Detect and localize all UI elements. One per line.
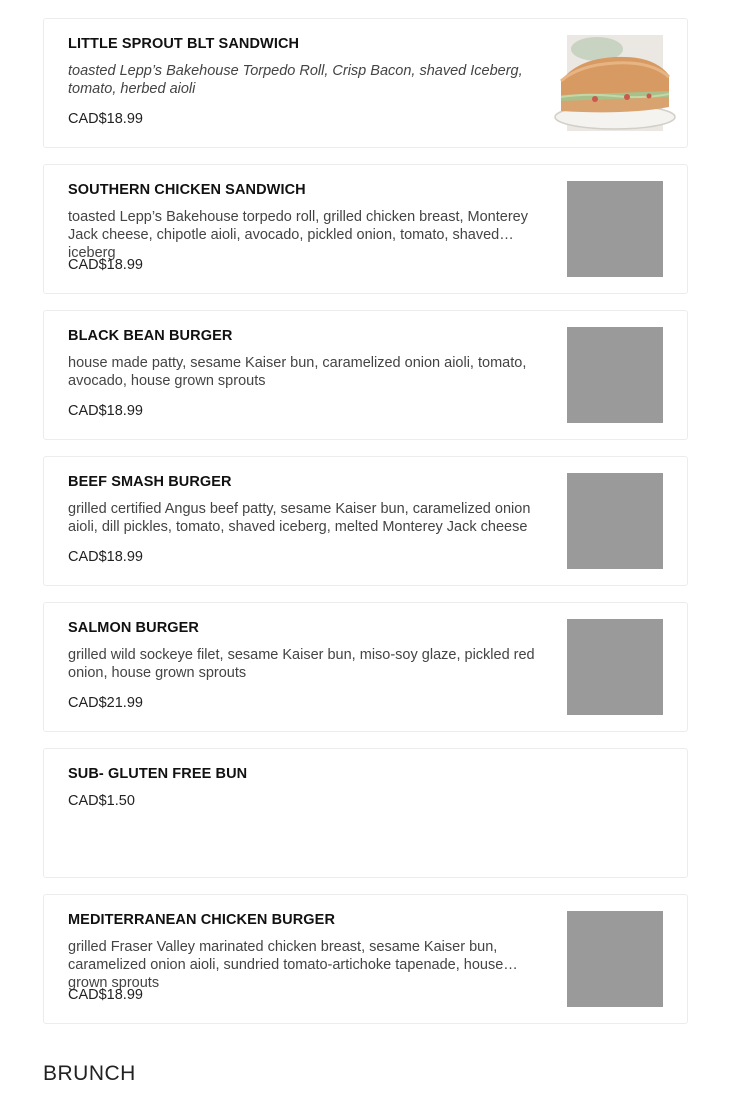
- menu-item-card[interactable]: [43, 602, 688, 732]
- menu-item-card[interactable]: [43, 310, 688, 440]
- menu-item-price: CAD$1.50: [68, 793, 135, 809]
- menu-item-image-placeholder: [567, 327, 663, 423]
- menu-item-card[interactable]: [43, 164, 688, 294]
- menu-item-card[interactable]: [43, 18, 688, 148]
- menu-item-name: BLACK BEAN BURGER: [68, 328, 233, 344]
- menu-item-price: CAD$18.99: [68, 549, 143, 565]
- menu-item-text: [68, 35, 546, 128]
- menu-item-name: LITTLE SPROUT BLT SANDWICH: [68, 36, 300, 52]
- sandwich-photo: [567, 35, 663, 131]
- menu-item-name: MEDITERRANEAN CHICKEN BURGER: [68, 912, 336, 928]
- menu-item-text: [68, 181, 546, 274]
- menu-item-name: BEEF SMASH BURGER: [68, 474, 232, 490]
- menu-item-description: grilled wild sockeye filet, sesame Kaiser bun, miso-soy glaze, pickled red onion, house grown sprouts: [68, 647, 535, 681]
- menu-item-price: CAD$18.99: [68, 111, 143, 127]
- menu-item-price: CAD$21.99: [68, 695, 143, 711]
- sandwich-image: [567, 35, 663, 131]
- menu-item-image-placeholder: [567, 619, 663, 715]
- menu-item-description: grilled Fraser Valley marinated chicken breast, sesame Kaiser bun, caramelized onion aioli, sundried tomato-artichoke tapenade, house grown sprouts: [68, 939, 504, 991]
- menu-item-image-placeholder: [567, 911, 663, 1007]
- menu-item-description: toasted Lepp’s Bakehouse torpedo roll, grilled chicken breast, Monterey Jack cheese, chipotle aioli, avocado, pickled onion, tomato, shaved iceberg: [68, 209, 528, 261]
- menu-item-text: [68, 619, 546, 712]
- menu-item-description: grilled certified Angus beef patty, sesame Kaiser bun, caramelized onion aioli, dill pickles, tomato, shaved iceberg, melted Monterey Jack cheese: [68, 501, 531, 535]
- menu-item-name: SALMON BURGER: [68, 620, 199, 636]
- menu-item-text: [68, 765, 546, 810]
- menu-item-description: house made patty, sesame Kaiser bun, caramelized onion aioli, tomato, avocado, house grown sprouts: [68, 355, 527, 389]
- menu-item-text: [68, 327, 546, 420]
- menu-item-card[interactable]: [43, 748, 688, 878]
- section-title-brunch: BRUNCH: [43, 1062, 136, 1085]
- menu-item-name: SUB- GLUTEN FREE BUN: [68, 766, 248, 782]
- menu-item-text: [68, 473, 546, 566]
- menu-item-image-placeholder: [567, 181, 663, 277]
- menu-item-price: CAD$18.99: [68, 257, 143, 273]
- menu-item-text: [68, 911, 546, 1004]
- menu-item-price: CAD$18.99: [68, 403, 143, 419]
- menu-item-card[interactable]: [43, 456, 688, 586]
- menu-item-list: [43, 18, 688, 1040]
- menu-item-image-placeholder: [567, 473, 663, 569]
- menu-item-price: CAD$18.99: [68, 987, 143, 1003]
- menu-item-name: SOUTHERN CHICKEN SANDWICH: [68, 182, 306, 198]
- menu-item-description: toasted Lepp’s Bakehouse Torpedo Roll, Crisp Bacon, shaved Iceberg, tomato, herbed aioli: [68, 63, 523, 97]
- menu-item-card[interactable]: [43, 894, 688, 1024]
